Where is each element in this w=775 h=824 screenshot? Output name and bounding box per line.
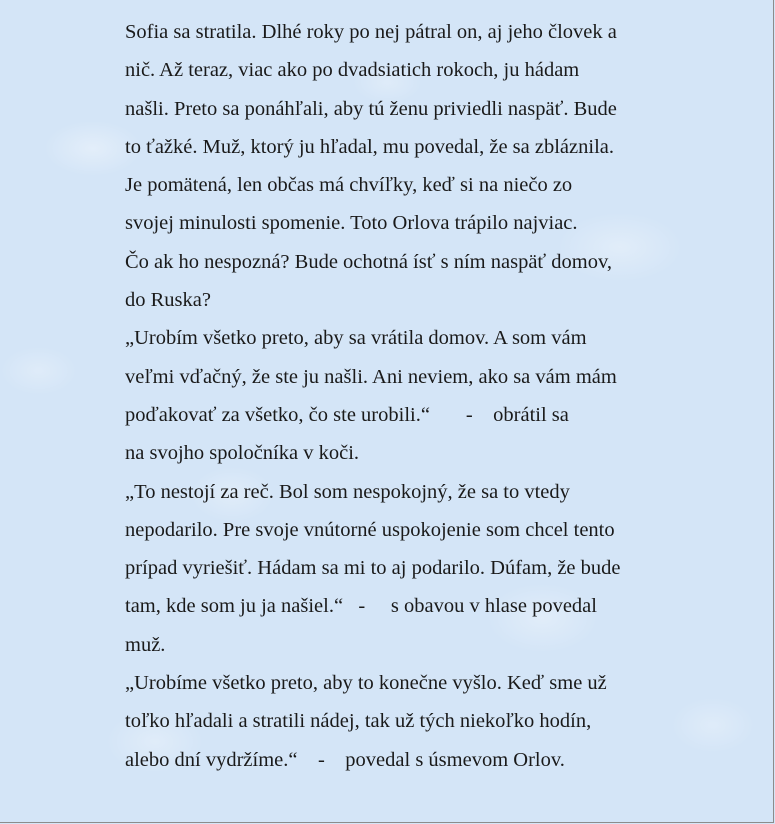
text-line-11: poďakovať za všetko, čo ste urobili.“ - obrátil sa — [125, 403, 569, 426]
text-line-18: „Urobíme všetko preto, aby to konečne vyšlo. Keď sme už — [125, 672, 607, 695]
text-line-1: Sofia sa stratila. Dlhé roky po nej pátral on, aj jeho človek a — [125, 21, 617, 43]
text-line-6: svojej minulosti spomenie. Toto Orlova trápilo najviac. — [125, 212, 578, 235]
text-line-14: nepodarilo. Pre svoje vnútorné uspokojenie som chcel tento — [125, 518, 615, 541]
text-line-19: toľko hľadali a stratili nádej, tak už tých niekoľko hodín, — [125, 710, 592, 733]
text-line-10: veľmi vďačný, že ste ju našli. Ani neviem, ako sa vám mám — [125, 365, 617, 388]
text-line-20: alebo dní vydržíme.“ - povedal s úsmevom Orlov. — [125, 748, 565, 771]
text-line-16: tam, kde som ju ja našiel.“ - s obavou v hlase povedal — [125, 595, 597, 618]
text-line-7: Čo ak ho nespozná? Bude ochotná ísť s ním naspäť domov, — [125, 250, 613, 273]
text-line-13: „To nestojí za reč. Bol som nespokojný, že sa to vtedy — [125, 480, 570, 503]
text-line-3: našli. Preto sa ponáhľali, aby tú ženu priviedli naspäť. Bude — [125, 97, 617, 120]
document-text — [125, 13, 685, 779]
text-line-12: na svojho spoločníka v koči. — [125, 442, 360, 465]
text-line-4: to ťažké. Muž, ktorý ju hľadal, mu povedal, že sa zbláznila. — [125, 135, 614, 158]
text-line-8: do Ruska? — [125, 289, 211, 312]
text-line-17: muž. — [125, 633, 166, 656]
text-line-9: „Urobím všetko preto, aby sa vrátila domov. A som vám — [125, 327, 587, 350]
text-line-2: nič. Až teraz, viac ako po dvadsiatich rokoch, ju hádam — [125, 59, 580, 82]
text-line-15: prípad vyriešiť. Hádam sa mi to aj podarilo. Dúfam, že bude — [125, 557, 621, 580]
text-line-5: Je pomätená, len občas má chvíľky, keď si na niečo zo — [125, 174, 573, 197]
